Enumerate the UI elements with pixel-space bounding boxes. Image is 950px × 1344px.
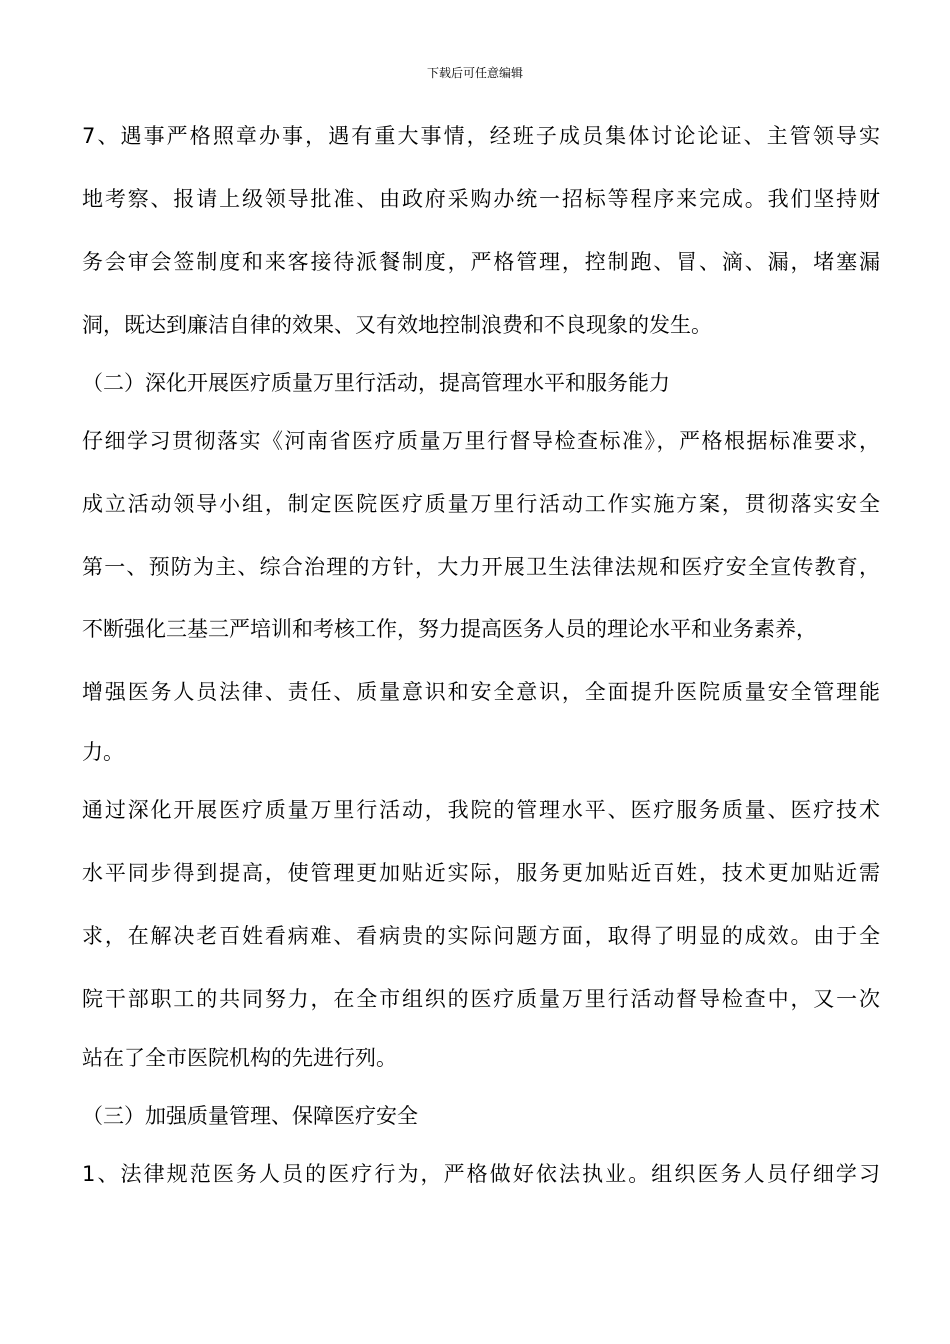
body-line: 院干部职工的共同努力，在全市组织的医疗质量万里行活动督导检查中，又一次	[82, 987, 880, 1011]
section-heading: （三）加强质量管理、保障医疗安全	[82, 1104, 418, 1128]
body-line: 站在了全市医院机构的先进行列。	[82, 1046, 397, 1070]
body-line: 水平同步得到提高，使管理更加贴近实际，服务更加贴近百姓，技术更加贴近需	[82, 861, 880, 885]
body-line: 洞，既达到廉洁自律的效果、又有效地控制浪费和不良现象的发生。	[82, 313, 712, 337]
body-line: 增强医务人员法律、责任、质量意识和安全意识，全面提升医院质量安全管理能	[82, 680, 880, 704]
body-line: 第一、预防为主、综合治理的方针，大力开展卫生法律法规和医疗安全宣传教育，	[82, 555, 880, 579]
body-line: 力。	[82, 740, 124, 764]
body-line: 务会审会签制度和来客接待派餐制度，严格管理，控制跑、冒、滴、漏，堵塞漏	[82, 250, 880, 274]
body-line: 仔细学习贯彻落实《河南省医疗质量万里行督导检查标准》，严格根据标准要求，	[82, 429, 880, 453]
body-line: 求，在解决老百姓看病难、看病贵的实际问题方面，取得了明显的成效。由于全	[82, 924, 880, 948]
body-line: 1、法律规范医务人员的医疗行为，严格做好依法执业。组织医务人员仔细学习	[82, 1162, 880, 1186]
body-line: 7、遇事严格照章办事，遇有重大事情，经班子成员集体讨论论证、主管领导实	[82, 124, 880, 148]
body-line: 不断强化三基三严培训和考核工作，努力提高医务人员的理论水平和业务素养，	[82, 617, 817, 641]
page-header: 下载后可任意编辑	[426, 66, 523, 80]
body-line: 地考察、报请上级领导批准、由政府采购办统一招标等程序来完成。我们坚持财	[82, 187, 880, 211]
section-heading: （二）深化开展医疗质量万里行活动，提高管理水平和服务能力	[82, 371, 670, 395]
body-line: 成立活动领导小组，制定医院医疗质量万里行活动工作实施方案，贯彻落实安全	[82, 492, 880, 516]
body-line: 通过深化开展医疗质量万里行活动，我院的管理水平、医疗服务质量、医疗技术	[82, 798, 880, 822]
